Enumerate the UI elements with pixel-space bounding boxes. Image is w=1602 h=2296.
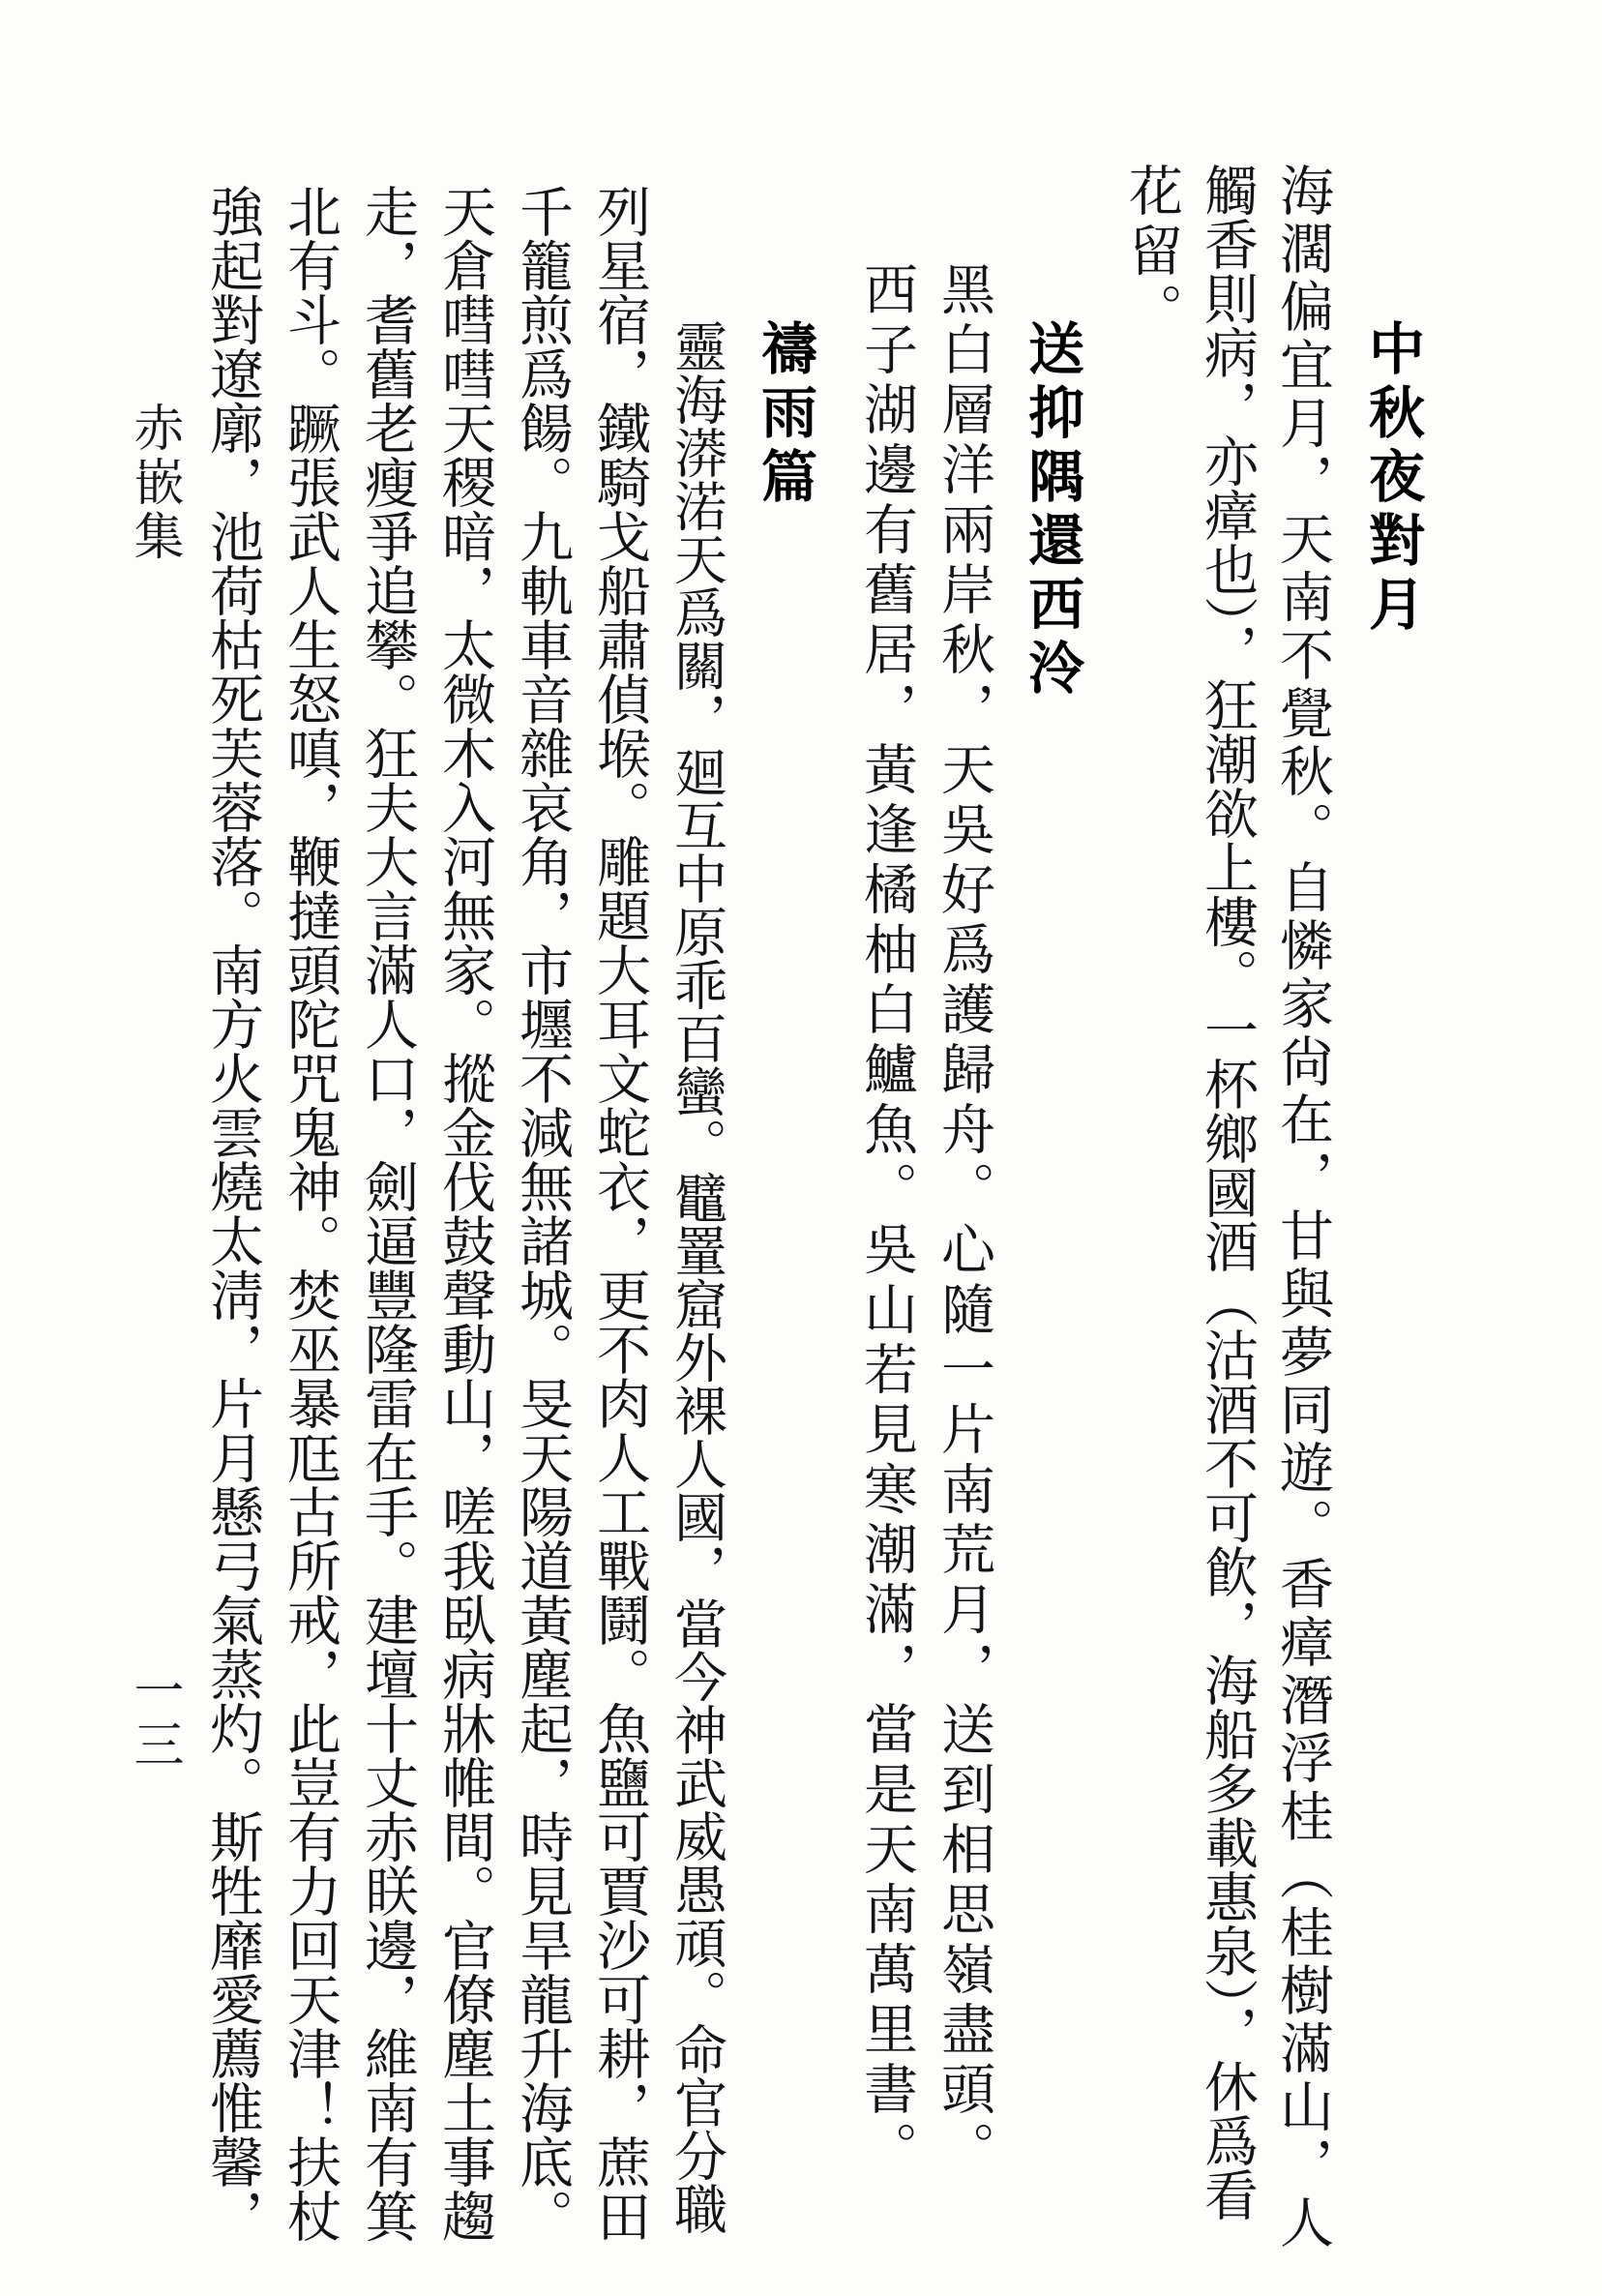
text-column: 走，耆舊老瘦爭追攀。狂夫大言滿人口，劍逼豐隆雷在手。建壇十丈赤眹邊，維南有箕 bbox=[356, 184, 419, 2243]
text-column: 西子湖邊有舊居，黃逢橘柚白鱸魚。吳山若見寒潮滿，當是天南萬里書。 bbox=[855, 261, 918, 2181]
text-column: 花留。 bbox=[1120, 163, 1183, 343]
book-title-runner: 赤嵌集 bbox=[125, 402, 183, 564]
poem-title: 中秋夜對月 bbox=[1359, 319, 1425, 639]
text-column: 海濶偏宜月，天南不覺秋。自憐家尙在，甘與夢同遊。香瘴潛浮桂（桂樹滿山，人 bbox=[1271, 163, 1334, 2252]
text-column: 靈海漭渃天爲關，廻互中原乖百蠻。鼊罿窟外裸人國，當今神武威愚頑。命官分職 bbox=[666, 319, 727, 2235]
text-column: 列星宿，鐵騎戈船肅偵堠。雕題大耳文蛇衣，更不肉人工戰鬪。魚鹽可賈沙可耕，蔗田 bbox=[588, 184, 651, 2243]
page-number: 一三 bbox=[125, 1664, 183, 1773]
text-column: 天倉嘒嘒天稷暗，太微木入河無家。摐金伐鼓聲動山，嗟我臥病牀帷間。官僚塵土事趨 bbox=[433, 184, 496, 2243]
text-column: 千籠煎爲餳。九軌車音雜哀角，市壥不減無諸城。旻天陽道黃塵起，時見旱龍升海底。 bbox=[511, 184, 574, 2243]
text-column: 北有斗。蹶張武人生怒嗔，鞭撻頭陀咒鬼神。焚巫暴尫古所戒，此豈有力回天津！扶杖 bbox=[279, 184, 341, 2243]
text-column: 觸香則病，亦瘴也），狂潮欲上樓。一杯鄉國酒（沽酒不可飮，海船多載惠泉），休爲看 bbox=[1196, 163, 1259, 2221]
text-column: 強起對遼廓，池荷枯死芙蓉落。南方火雲燒太淸，片月懸弓氣蒸灼。斯牲靡愛薦惟馨， bbox=[201, 184, 264, 2243]
text-column: 黑白層洋兩岸秋，天吳好爲護歸舟。心隨一片南荒月，送到相思嶺盡頭。 bbox=[933, 261, 995, 2181]
poem-title: 送抑隅還西泠 bbox=[1019, 319, 1084, 702]
poem-title: 禱雨篇 bbox=[752, 319, 817, 511]
